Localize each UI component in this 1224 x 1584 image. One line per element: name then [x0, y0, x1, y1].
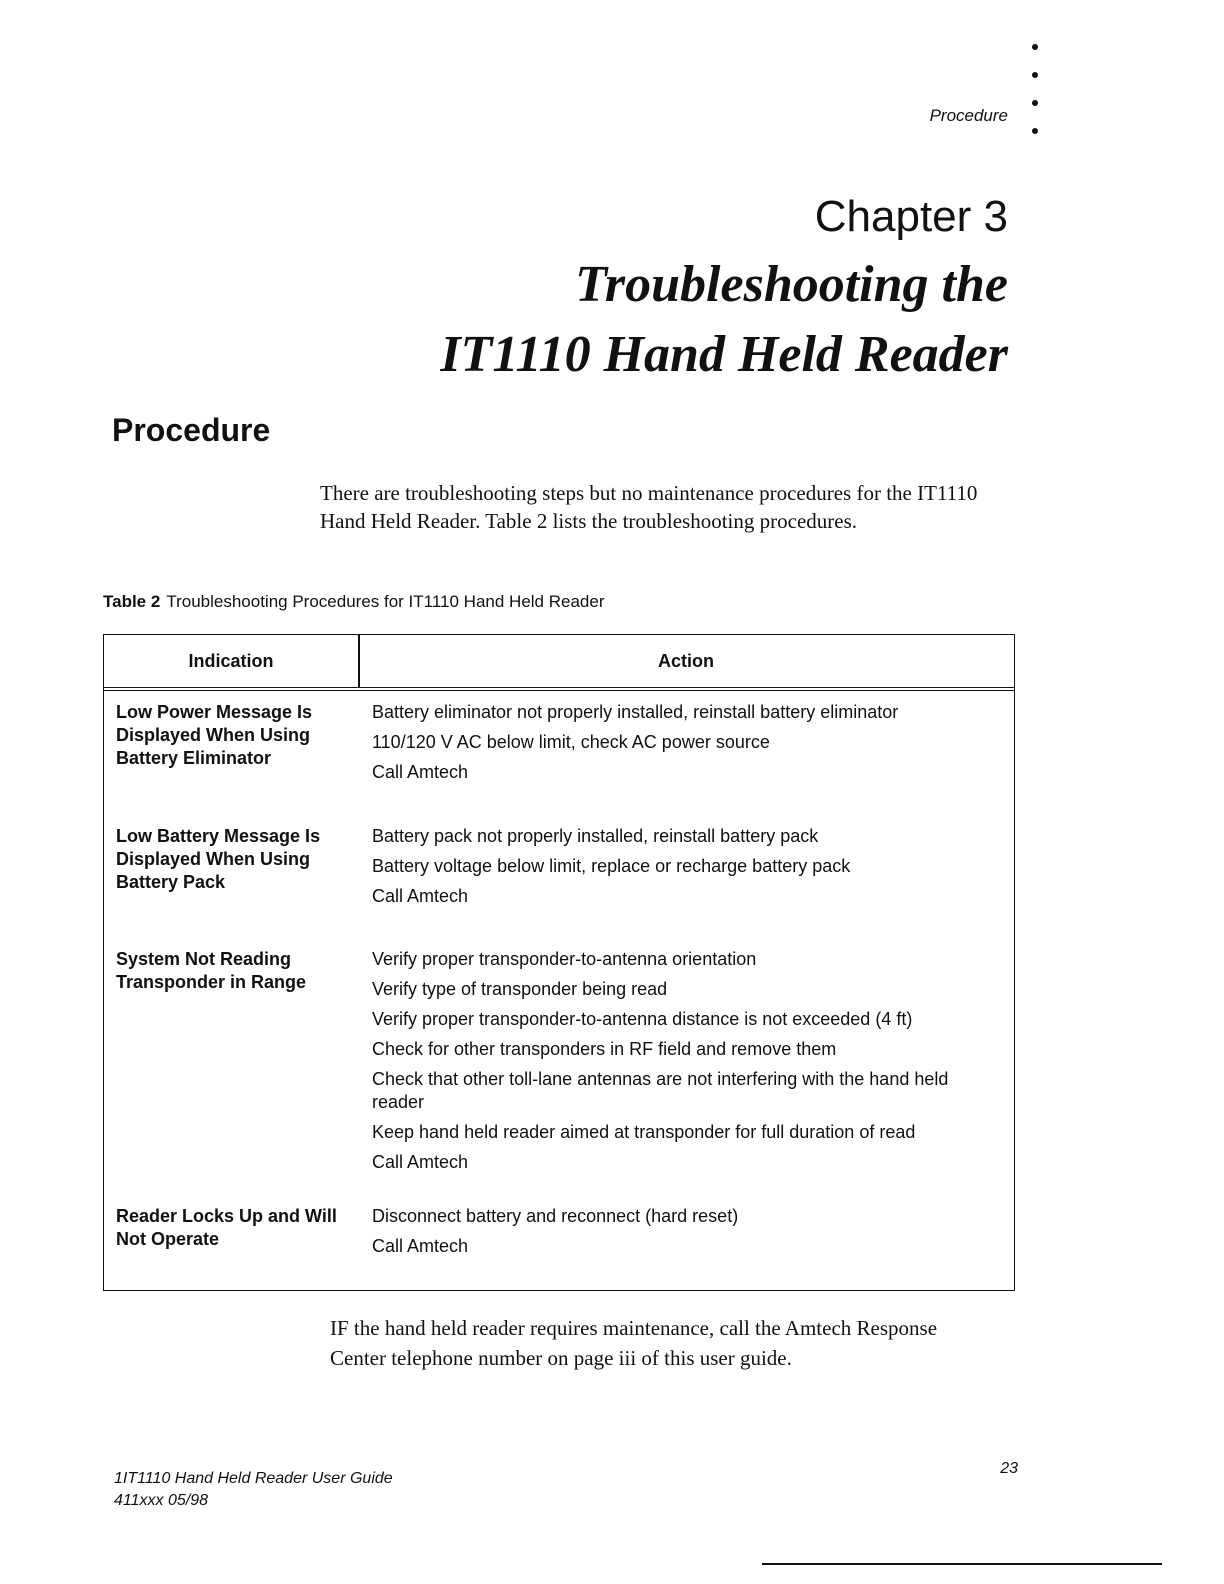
action-cell	[372, 948, 1002, 1181]
action-cell	[372, 1205, 1002, 1265]
action-item: Check that other toll-lane antennas are not interfering with the hand held reader	[372, 1069, 949, 1112]
closing-paragraph: IF the hand held reader requires maintenance, call the Amtech Response Center telephone number on page iii of this user guide.	[330, 1316, 938, 1370]
footer-doc-title: 1IT1110 Hand Held Reader User Guide	[114, 1470, 393, 1487]
indication-cell: Reader Locks Up and Will Not Operate	[116, 1206, 337, 1249]
action-item: Battery pack not properly installed, reinstall battery pack	[372, 826, 819, 846]
bottom-rule	[762, 1563, 1162, 1565]
action-item: 110/120 V AC below limit, check AC power source	[372, 732, 770, 752]
column-header-indication: Indication	[188, 651, 274, 671]
action-item: Battery eliminator not properly installed, reinstall battery eliminator	[372, 702, 899, 722]
indication-cell: Low Battery Message Is Displayed When Using Battery Pack	[116, 826, 321, 892]
dot-icon	[1032, 44, 1038, 50]
dot-icon	[1032, 72, 1038, 78]
table-caption-text: Troubleshooting Procedures for IT1110 Hand Held Reader	[166, 592, 605, 611]
troubleshooting-table	[103, 634, 1015, 1291]
chapter-title-line: Troubleshooting the	[575, 256, 1008, 313]
action-item: Battery voltage below limit, replace or recharge battery pack	[372, 856, 851, 876]
running-header: Procedure	[929, 106, 1008, 125]
action-cell	[372, 701, 1002, 791]
table-caption	[103, 592, 605, 612]
dot-icon	[1032, 100, 1038, 106]
action-item: Check for other transponders in RF field and remove them	[372, 1039, 837, 1059]
indication-cell: Low Power Message Is Displayed When Using Battery Eliminator	[116, 702, 313, 768]
action-item: Verify type of transponder being read	[372, 979, 668, 999]
action-item: Verify proper transponder-to-antenna distance is not exceeded (4 ft)	[372, 1009, 913, 1029]
action-item: Verify proper transponder-to-antenna orientation	[372, 949, 757, 969]
intro-paragraph: There are troubleshooting steps but no maintenance procedures for the IT1110 Hand Held Reader. Table 2 lists the troubleshooting procedures.	[320, 481, 978, 533]
footer	[114, 1468, 393, 1512]
footer-doc-number: 411xxx 05/98	[114, 1492, 208, 1509]
action-item: Disconnect battery and reconnect (hard reset)	[372, 1206, 739, 1226]
action-item: Call Amtech	[372, 1236, 469, 1256]
column-header-action: Action	[658, 651, 714, 671]
section-heading: Procedure	[112, 412, 271, 448]
indication-cell: System Not Reading Transponder in Range	[116, 949, 307, 992]
action-item: Call Amtech	[372, 886, 469, 906]
action-item: Call Amtech	[372, 762, 469, 782]
table-header	[104, 635, 1014, 691]
chapter-title	[208, 250, 1008, 390]
dot-icon	[1032, 128, 1038, 134]
page-number: 23	[1000, 1460, 1018, 1477]
margin-dots	[1029, 40, 1041, 140]
action-cell	[372, 825, 1002, 915]
table-caption-label: Table 2	[103, 592, 161, 611]
chapter-title-line: IT1110 Hand Held Reader	[440, 326, 1008, 383]
chapter-label: Chapter 3	[814, 192, 1008, 241]
action-item: Call Amtech	[372, 1152, 469, 1172]
action-item: Keep hand held reader aimed at transponder for full duration of read	[372, 1122, 916, 1142]
